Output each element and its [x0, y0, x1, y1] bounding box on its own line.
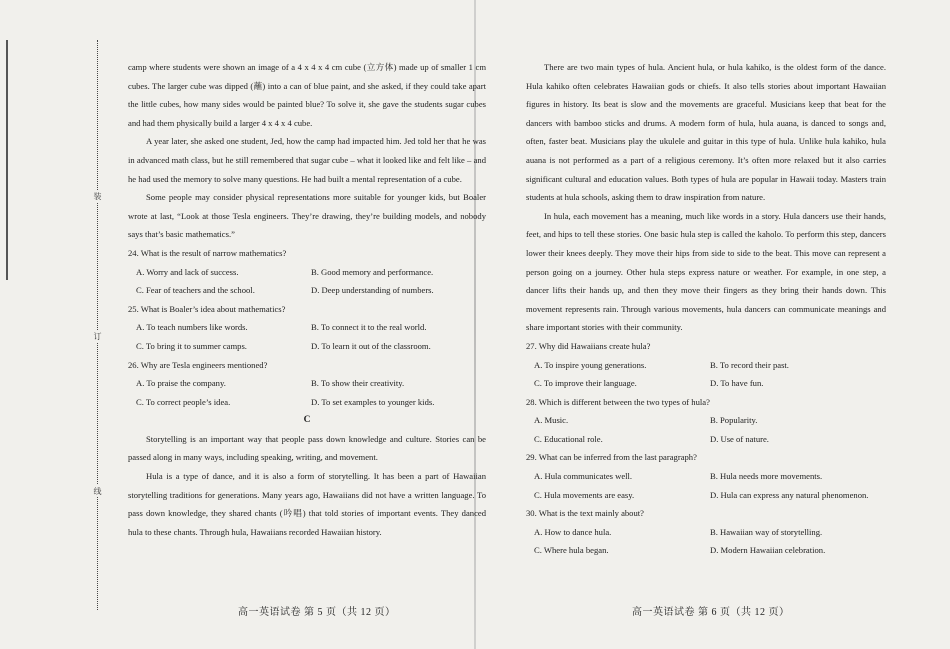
scan-edge-mark — [6, 40, 8, 280]
option-d: D. Hula can express any natural phenomenon. — [710, 489, 869, 500]
question-27 — [526, 337, 886, 393]
option-a: A. To teach numbers like words. — [136, 322, 248, 333]
question-28 — [526, 393, 886, 449]
passage-paragraph: Storytelling is an important way that people pass down knowledge and culture. Stories can be passed along in many ways, including speaking, writing, and movement. — [128, 433, 486, 463]
page-footer: 高一英语试卷 第 6 页（共 12 页） — [632, 607, 790, 618]
question-26 — [128, 356, 486, 412]
question-stem: 24. What is the result of narrow mathematics? — [128, 247, 287, 258]
question-stem: 26. Why are Tesla engineers mentioned? — [128, 359, 268, 370]
page-6 — [526, 58, 886, 560]
section-heading: C — [303, 415, 311, 426]
option-b: B. To record their past. — [710, 359, 789, 370]
option-b: B. Hawaiian way of storytelling. — [710, 526, 823, 537]
question-29 — [526, 448, 886, 504]
passage-paragraph: camp where students were shown an image of a 4 x 4 x 4 cm cube (立方体) made up of smaller 1 cm cubes. The larger cube was dipped (蘸) into a can of blue paint, and she asked, if they could take apart the little cubes, how many sides would be painted blue? To solve it, she gave the students sugar cubes and had them physically build a larger 4 x 4 x 4 cube. — [128, 62, 486, 128]
question-stem: 28. Which is different between the two types of hula? — [526, 396, 710, 407]
question-30 — [526, 504, 886, 560]
option-d: D. To have fun. — [710, 378, 764, 389]
option-b: B. Hula needs more movements. — [710, 471, 823, 482]
option-c: C. Hula movements are easy. — [534, 489, 635, 500]
page-footer: 高一英语试卷 第 5 页（共 12 页） — [238, 607, 396, 618]
binding-label: 线 — [93, 487, 102, 495]
question-stem: 30. What is the text mainly about? — [526, 508, 644, 519]
option-d: D. Deep understanding of numbers. — [311, 285, 434, 296]
option-d: D. To set examples to younger kids. — [311, 396, 435, 407]
page-5 — [128, 58, 486, 541]
option-c: C. Where hula began. — [534, 545, 609, 556]
option-d: D. Modern Hawaiian celebration. — [710, 545, 826, 556]
passage-paragraph: A year later, she asked one student, Jed, how the camp had impacted him. Jed told her that he was in advanced math class, but he still remembered that sugar cube – what it looked like and felt like – and he had used the memory to solve many questions. He had built a mental representation of a cube. — [128, 136, 486, 184]
option-c: C. To improve their language. — [534, 378, 637, 389]
passage-paragraph: There are two main types of hula. Ancient hula, or hula kahiko, is the oldest form of the dance. Hula kahiko often celebrates Hawaiian gods or chiefs. It also tells stories about important Hawaiian figures in history. Its beat is slow and the movements are graceful. Musicians keep that beat for the dancers with bamboo sticks and drums. A modern form of hula, hula auana, is danced to songs and, often, faster beat. Musicians play the ukulele and guitar in this type of hula. Unlike hula kahiko, hula auana is not performed as a part of a religious ceremony. It’s often more relaxed but it also carries significant cultural and education values. Both types of hula are popular in Hawaii today. Masters train students at hula schools, asking them to draw inspiration from nature. — [526, 62, 886, 203]
passage-paragraph: Some people may consider physical representations more suitable for younger kids, but Boaler wrote at last, “Look at those Tesla engineers. They’re drawing, they’re building models, and nobody says that’s basic mathematics.” — [128, 192, 486, 240]
option-c: C. To bring it to summer camps. — [136, 340, 247, 351]
option-c: C. Educational role. — [534, 433, 603, 444]
question-stem: 29. What can be inferred from the last paragraph? — [526, 452, 697, 463]
option-c: C. Fear of teachers and the school. — [136, 285, 255, 296]
passage-paragraph: Hula is a type of dance, and it is also a form of storytelling. It has been a part of Hawaiian storytelling traditions for generations. Many years ago, Hawaiians did not have a written language. To pass down knowledge, they shared chants (吟唱) that told stories of important events. They danced hula to these chants. Through hula, Hawaiians recorded Hawaiian history. — [128, 471, 486, 537]
binding-label: 订 — [93, 332, 102, 340]
option-b: B. To connect it to the real world. — [311, 322, 427, 333]
option-a: A. To praise the company. — [136, 378, 226, 389]
option-b: B. To show their creativity. — [311, 378, 405, 389]
option-a: A. Music. — [534, 415, 569, 426]
option-a: A. Hula communicates well. — [534, 471, 633, 482]
binding-line — [97, 40, 99, 610]
option-a: A. To inspire young generations. — [534, 359, 647, 370]
option-c: C. To correct people’s idea. — [136, 396, 231, 407]
option-d: D. Use of nature. — [710, 433, 769, 444]
option-d: D. To learn it out of the classroom. — [311, 340, 431, 351]
binding-label: 装 — [93, 192, 102, 200]
question-24 — [128, 244, 486, 300]
option-a: A. Worry and lack of success. — [136, 266, 239, 277]
passage-paragraph: In hula, each movement has a meaning, much like words in a story. Hula dancers use their hands, feet, and hips to tell these stories. One basic hula step is called the kaholo. To perform this step, dancers lower their knees deeply. They move their hips from side to side to the beat. This move can represent a person going on a journey. Other hula steps express nature or weather. For example, in one step, a dancer lifts their hands up, and then they move their fingers as they bring their hands down. This movement represents rain. Through various movements, hula dancers can communicate meanings and share important stories with their community. — [526, 210, 886, 333]
question-stem: 25. What is Boaler’s idea about mathematics? — [128, 303, 286, 314]
option-a: A. How to dance hula. — [534, 526, 612, 537]
option-b: B. Good memory and performance. — [311, 266, 434, 277]
question-stem: 27. Why did Hawaiians create hula? — [526, 340, 651, 351]
question-25 — [128, 300, 486, 356]
option-b: B. Popularity. — [710, 415, 758, 426]
